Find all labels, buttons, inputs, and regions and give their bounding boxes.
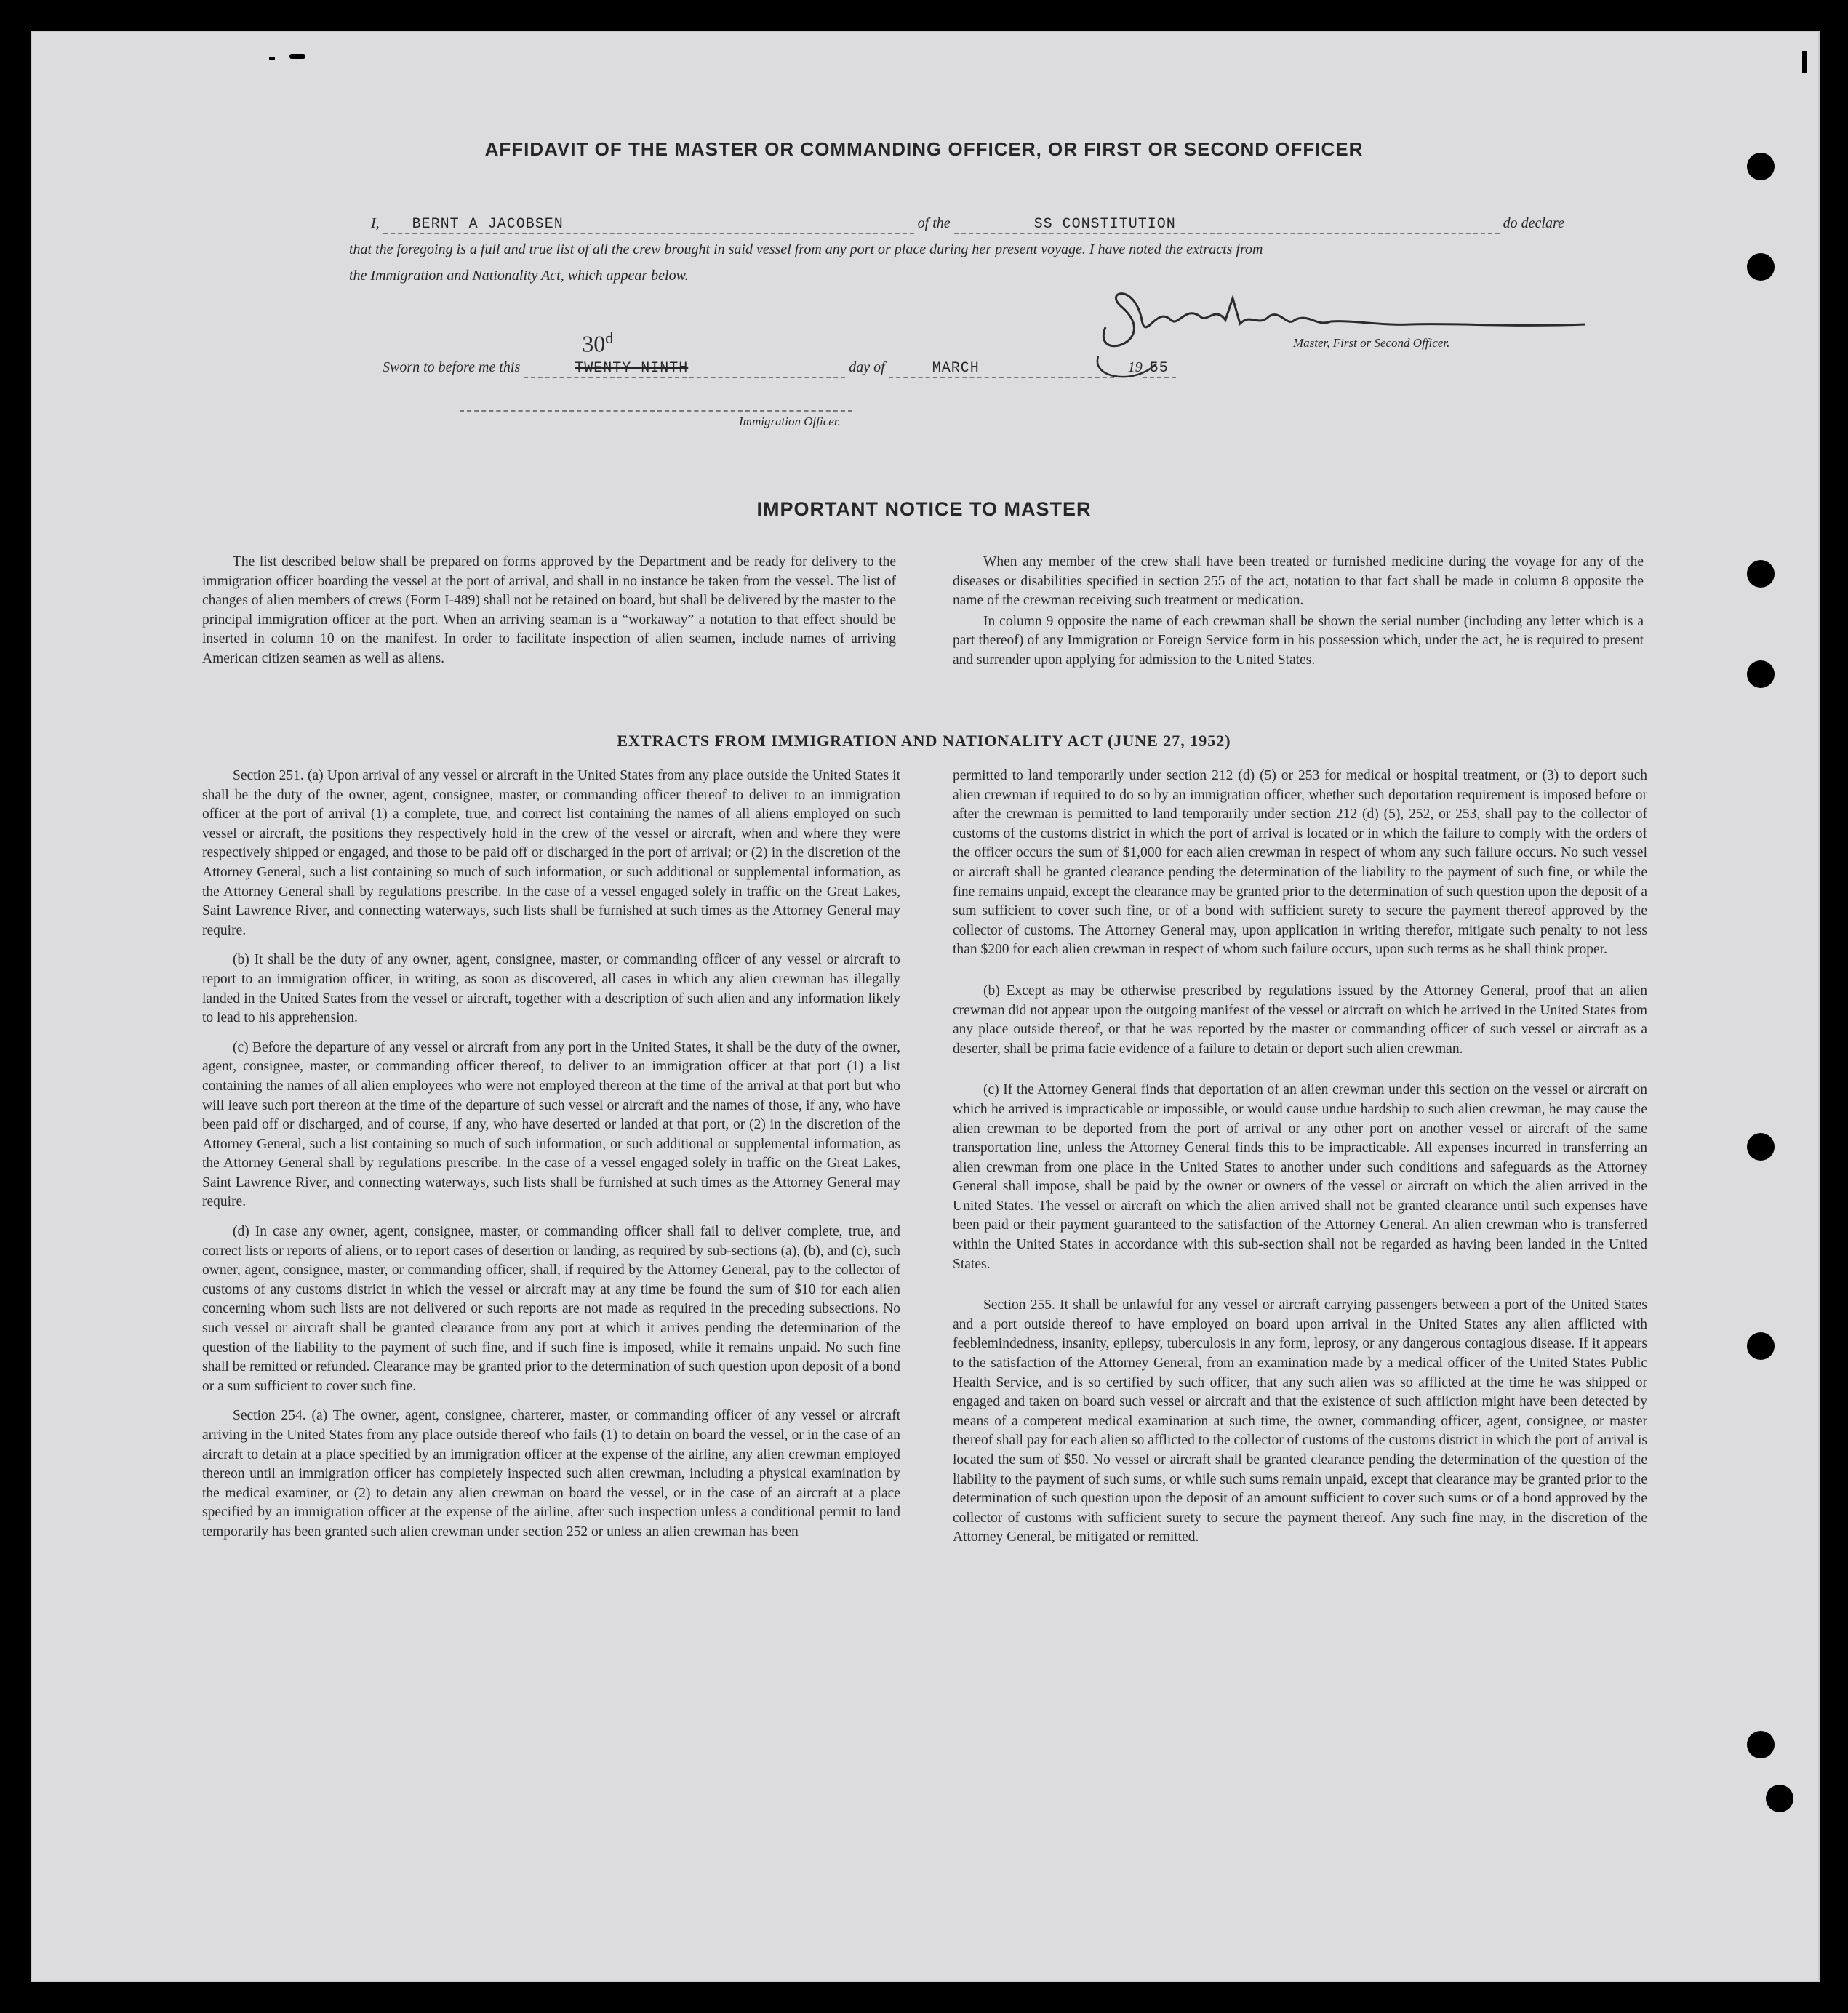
affidavit-title: AFFIDAVIT OF THE MASTER OR COMMANDING OFFICER, OR FIRST OR SECOND OFFICER <box>484 138 1364 160</box>
extracts-title: EXTRACTS FROM IMMIGRATION AND NATIONALITY ACT (JUNE 27, 1952) <box>617 732 1231 750</box>
year-suffix: 55 <box>1143 360 1176 378</box>
of-the-label: of the <box>917 215 951 231</box>
handwritten-day <box>582 329 613 358</box>
immigration-officer-signature-line <box>460 410 852 412</box>
section-254-a-continued: permitted to land temporarily under section 212 (d) (5) or 253 for medical or hospital treatment, or (3) to deport such alien crewman if required to do so by an immigration officer, whether such deportation requirement is imposed before or after the crewman is permitted to land temporarily under section 212 (d) (5), 252, or 253, shall pay to the collector of customs of the customs district in which the port of arrival is located or in which the failure to comply with the orders of the officer occurs the sum of $1,000 for each alien crewman in respect of whom any such failure occurs. No such vessel or aircraft shall be granted clearance pending the determination of the liability to the payment of such fine, or while the fine remains unpaid, except the clearance may be granted prior to the determination of such question upon the deposit of a sum sufficient to cover such fine, or of a bond with sufficient surety to secure the payment thereof approved by the collector of customs. The Attorney General may, upon application in writing therefor, mitigate such penalty to not less than $200 for each alien crewman in respect of whom such failure occurs, upon such terms as he shall think proper. <box>953 768 1647 958</box>
punch-hole <box>1747 1133 1775 1161</box>
punch-hole <box>1747 1332 1775 1360</box>
section-251-c: (c) Before the departure of any vessel or aircraft from any port in the United States, it shall be the duty of the owner, agent, consignee, master, or commanding officer thereof, to deliver to an immigration officer at that port (1) a list containing the names of all alien employees who were not employed thereon at the time of the arrival at that port but who will leave such port thereon at the time of the departure of such vessel or aircraft and the names of those, if any, who have been paid off or discharged, and of course, if any, who have deserted or landed at that port, or (2) in the discretion of the Attorney General, such a list containing so much of such information, or such additional or supplemental information, as the Attorney General shall by regulations prescribe. In the case of a vessel engaged solely in traffic on the Great Lakes, Saint Lawrence River, and connecting waterways, such lists shall be furnished at such times as the Attorney General may require. <box>202 1039 900 1210</box>
extracts-right-column <box>953 767 1647 1558</box>
master-name-value: BERNT A JACOBSEN <box>412 216 564 233</box>
section-254-c: (c) If the Attorney General finds that deportation of an alien crewman under this section on the vessel or aircraft on which he arrived is impracticable or impossible, or would cause undue hardship to such alien crewman, he may cause the alien crewman to be deported from the port of arrival or any other port on another vessel or aircraft of the same transportation line, unless the Attorney General finds this to be impracticable. All expenses incurred in transferring an alien crewman from one place in the United States to another under such conditions and safeguards as the Attorney General shall impose, shall be paid by the owner or owners of the vessel or aircraft on which the alien arrived in the United States. The vessel or aircraft on which the alien arrived shall not be granted clearance until such expenses have been paid or their payment guaranteed to the satisfaction of the Attorney General. An alien crewman who is transferred within the United States in accordance with this sub-section shall not be regarded as having been landed in the United States. <box>953 1082 1647 1272</box>
section-255: Section 255. It shall be unlawful for any vessel or aircraft carrying passengers between a port of the United States and a port outside thereof to have employed on board upon arrival in the United States any alien afflicted with feeblemindedness, insanity, epilepsy, tuberculosis in any form, leprosy, or any dangerous contagious disease. If it appears to the satisfaction of the Attorney General, from an examination made by a medical officer of the United States Public Health Service, and is so certified by such officer, that any such alien was so afflicted at the time he was shipped or engaged and taken on board such vessel or aircraft and that the existence of such affliction might have been detected by means of a competent medical examination at such time, the owner, commanding officer, agent, consignee, or master thereof shall pay for each alien so afflicted to the collector of customs of the customs district in which the port of arrival is located the sum of $50. No vessel or aircraft shall be granted clearance pending the determination of the question of the liability to the payment of such sums, or while such sums remain unpaid, except that clearance may be granted prior to the determination of such question upon the deposit of an amount sufficient to cover such sums or of a bond approved by the collector of customs with sufficient surety to secure the payment thereof. Any such fine may, in the discretion of the Attorney General, be mitigated or remitted. <box>953 1297 1647 1545</box>
declare-prefix: I, <box>371 215 380 231</box>
notice-right-paragraph-1: When any member of the crew shall have been treated or furnished medicine during the voyage for any of the diseases or disabilities specified in section 255 of the act, notation to that fact shall be made in column 8 opposite the name of the crewman receiving such treatment or medication. <box>953 554 1644 609</box>
scan-mark <box>269 57 275 60</box>
section-251-d: (d) In case any owner, agent, consignee, master, or commanding officer shall fail to deliver complete, true, and correct lists or reports of aliens, or to report cases of desertion or landing, as required by sub-sections (a), (b), and (c), such owner, agent, consignee, master, or commanding officer, shall, if required by the Attorney General, pay to the collector of customs of any customs district in which the vessel or aircraft may at any time be found the sum of $10 for each alien concerning whom such lists are not delivered or such reports are not made as required in the preceding subsections. No such vessel or aircraft shall be granted clearance from any port at which it arrives pending the determination of the question of the liability to the payment of such fine, and if such fine is imposed, while it remains unpaid. No such fine shall be remitted or refunded. Clearance may be granted prior to the determination of such question upon deposit of a bond or a sum sufficient to cover such fine. <box>202 1224 900 1394</box>
section-254-b: (b) Except as may be otherwise prescribed by regulations issued by the Attorney General, proof that an alien crewman did not appear upon the outgoing manifest of the vessel or aircraft on which he arrived in the United States from any place outside thereof, or that he was reported by the master or commanding officer of such vessel or aircraft as a deserter, shall be prima facie evidence of a failure to detain or deport such alien crewman. <box>953 983 1647 1057</box>
punch-hole <box>1747 253 1775 281</box>
punch-hole <box>1747 560 1775 588</box>
section-251-a: Section 251. (a) Upon arrival of any vessel or aircraft in the United States from any place outside the United States it shall be the duty of the owner, agent, consignee, master, or commanding officer thereof to deliver to an immigration officer at the port of arrival (1) a complete, true, and correct list containing the names of all aliens employed on such vessel or aircraft, the positions they respectively hold in the crew of the vessel or aircraft, when and where they were respectively shipped or engaged, and those to be paid off or discharged in the port of arrival; or (2) in the discretion of the Attorney General, such a list containing so much of such information, or such additional or supplemental information, as the Attorney General shall by regulations prescribe. In the case of a vessel engaged solely in traffic on the Great Lakes, Saint Lawrence River, and connecting waterways, such lists shall be furnished at such times as the Attorney General may require. <box>202 768 900 938</box>
scan-mark <box>1802 51 1807 73</box>
statement-line-2: the Immigration and Nationality Act, which appear below. <box>349 268 689 284</box>
vessel-name-value: SS CONSTITUTION <box>1033 216 1176 233</box>
notice-left-column <box>202 553 896 679</box>
day-of-label: day of <box>849 359 885 375</box>
sworn-line <box>383 329 1176 378</box>
month-value: MARCH <box>932 360 980 377</box>
master-label: Master, First or Second Officer. <box>1293 336 1450 350</box>
immigration-officer-label: Immigration Officer. <box>739 415 841 428</box>
sworn-prefix: Sworn to before me this <box>383 359 521 375</box>
handwritten-day-number: 30 <box>582 330 606 357</box>
year-prefix: 19 <box>1127 359 1143 375</box>
handwritten-day-suffix: d <box>605 329 614 347</box>
sworn-day-field <box>524 329 845 378</box>
notice-title: IMPORTANT NOTICE TO MASTER <box>756 498 1092 520</box>
notice-left-paragraph: The list described below shall be prepared on forms approved by the Department and be ready for delivery to the immigration officer boarding the vessel at the port of arrival, and shall in no instance be taken from the vessel. The list of changes of alien members of crews (Form I-489) shall not be retained on board, but shall be delivered by the master to the principal immigration officer at the port. When an arriving seaman is a “workaway” a notation to that effect should be inserted in column 10 on the manifest. In order to facilitate inspection of alien seamen, include names of arriving American citizen seamen as well as aliens. <box>202 554 896 666</box>
punch-hole <box>1747 660 1775 688</box>
punch-hole <box>1766 1785 1793 1812</box>
typed-day-struck: TWENTY NINTH <box>575 360 689 377</box>
notice-right-column <box>953 553 1644 681</box>
section-251-b: (b) It shall be the duty of any owner, agent, consignee, master, or commanding officer of any vessel or aircraft to report to an immigration officer, in writing, as soon as discovered, all cases in which any alien crewman has illegally landed in the United States from the vessel or aircraft, together with a description of such alien and any information likely to lead to his apprehension. <box>202 952 900 1026</box>
vessel-name-field <box>954 215 1500 234</box>
do-declare-label: do declare <box>1503 215 1564 231</box>
notice-right-paragraph-2: In column 9 opposite the name of each crewman shall be shown the serial number (including any letter which is a part thereof) of any Immigration or Foreign Service form in his possession which, under the act, he is required to present and surrender upon applying for admission to the United States. <box>953 613 1644 668</box>
master-name-field <box>383 215 914 234</box>
month-field <box>889 359 1114 378</box>
punch-hole <box>1747 1731 1775 1758</box>
statement-line-1: that the foregoing is a full and true list of all the crew brought in said vessel from any port or place during her present voyage. I have noted the extracts from <box>349 241 1263 257</box>
scan-mark <box>289 54 305 59</box>
year-field <box>1128 359 1176 375</box>
extracts-left-column <box>202 767 900 1553</box>
section-254-a: Section 254. (a) The owner, agent, consignee, charterer, master, or commanding officer of any vessel or aircraft arriving in the United States from any place outside thereof who fails (1) to detain on board the vessel, or in the case of an aircraft to detain at a place specified by an immigration officer at the expense of the airline, any alien crewman employed thereon until an immigration officer has completely inspected such alien crewman, including a physical examination by the medical examiner, or (2) to detain any alien crewman on board the vessel, or in the case of an aircraft at a place specified by an immigration officer at the expense of the airline, after such inspection unless a conditional permit to land temporarily has been granted such alien crewman under section 252 or unless an alien crewman has been <box>202 1408 900 1540</box>
declaration-line <box>371 215 1564 234</box>
